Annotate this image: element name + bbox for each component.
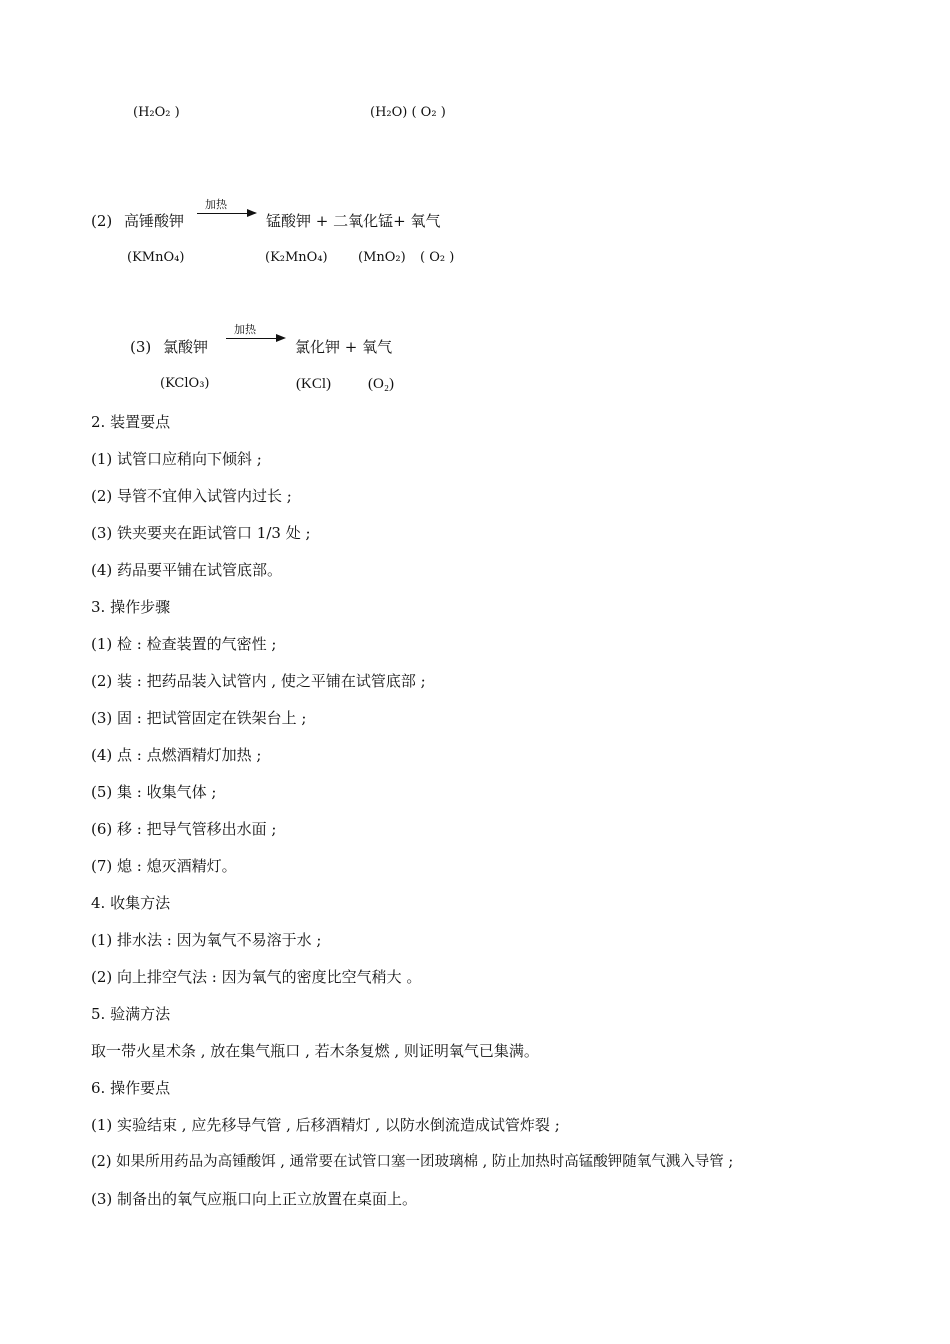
r2-formula-product-3: ( O₂ ): [420, 250, 455, 265]
section-heading-key-points: 6. 操作要点: [91, 1079, 171, 1097]
list-item: (3) 固 : 把试管固定在铁架台上 ;: [91, 709, 307, 727]
list-item: (2) 导管不宜伸入试管内过长 ;: [91, 487, 292, 505]
r3-formula-reactant: (KClO₃): [160, 376, 210, 391]
r2-formula-product-2: (MnO₂): [358, 250, 406, 265]
r2-reactant: 高锤酸钾: [124, 212, 185, 230]
arrow-head-icon: [247, 209, 257, 217]
list-item: (4) 点 : 点燃酒精灯加热 ;: [91, 746, 262, 764]
section-heading-collection: 4. 收集方法: [91, 894, 171, 912]
list-item: (1) 实验结束 , 应先移导气管 , 后移酒精灯 , 以防水倒流造成试管炸裂 ;: [91, 1116, 560, 1134]
list-item: (4) 药品要平铺在试管底部。: [91, 561, 283, 579]
list-item: (7) 熄 : 熄灭酒精灯。: [91, 857, 237, 875]
list-item: (3) 铁夹要夹在距试管口 1/3 处 ;: [91, 524, 311, 542]
r2-number: (2): [91, 212, 113, 230]
section-heading-full-check: 5. 验满方法: [91, 1005, 171, 1023]
list-item: (1) 检 : 检查装置的气密性 ;: [91, 635, 277, 653]
r2-formula-reactant: (KMnO₄): [127, 250, 185, 265]
r3-formula-product-1: (KCl): [296, 376, 331, 392]
section-heading-setup: 2. 装置要点: [91, 413, 171, 431]
r1-formula-reactant: (H₂O₂ ): [133, 105, 180, 120]
list-item: (6) 移 : 把导气管移出水面 ;: [91, 820, 277, 838]
r3-formula-product-2: (O₂): [368, 376, 395, 392]
section-heading-steps: 3. 操作步骤: [91, 598, 171, 616]
r2-heat-arrow: [197, 199, 257, 221]
arrow-head-icon: [276, 334, 286, 342]
r3-heat-arrow: [226, 324, 286, 346]
list-item: (2) 如果所用药品为高锺酸饵 , 通常要在试管口塞一团玻璃棉 , 防止加热时高锰酸钾随氧气溅入导管 ;: [91, 1154, 734, 1170]
r2-condition: 加热: [205, 198, 227, 211]
paragraph: 取一带火星术条 , 放在集气瓶口 , 若木条复燃 , 则证明氧气已集满。: [91, 1042, 539, 1060]
r3-products: 氯化钾 + 氧气: [295, 338, 393, 356]
r2-formula-product-1: (K₂MnO₄): [265, 250, 328, 265]
r3-reactant: 氯酸钾: [163, 338, 209, 356]
list-item: (5) 集 : 收集气体 ;: [91, 783, 217, 801]
r3-condition: 加热: [234, 323, 256, 336]
list-item: (1) 试管口应稍向下倾斜 ;: [91, 450, 262, 468]
list-item: (3) 制备出的氧气应瓶口向上正立放置在桌面上。: [91, 1190, 418, 1208]
list-item: (2) 向上排空气法 : 因为氧气的密度比空气稍大 。: [91, 968, 422, 986]
r3-number: (3): [130, 338, 152, 356]
list-item: (2) 装 : 把药品装入试管内 , 使之平铺在试管底部 ;: [91, 672, 426, 690]
r1-formula-products: (H₂O) ( O₂ ): [370, 105, 446, 120]
list-item: (1) 排水法 : 因为氧气不易溶于水 ;: [91, 931, 322, 949]
r2-products: 锰酸钾 + 二氧化锰+ 氧气: [266, 212, 441, 230]
